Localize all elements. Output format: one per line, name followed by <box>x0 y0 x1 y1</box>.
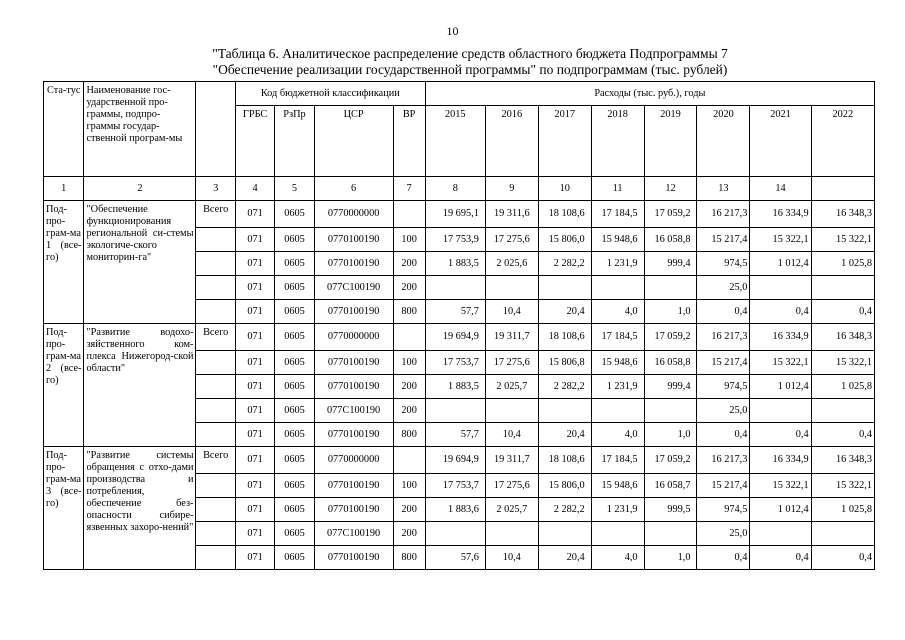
grbs-cell: 071 <box>235 252 274 276</box>
total-label-blank <box>196 474 235 498</box>
value-cell: 15 806,0 <box>538 474 591 498</box>
status-cell: Под-про-грам-ма 2 (все-го) <box>44 324 84 447</box>
value-cell: 999,4 <box>644 252 697 276</box>
csr-cell: 0770100190 <box>314 423 393 447</box>
value-cell <box>750 276 811 300</box>
header-row-1 <box>44 82 875 106</box>
column-number: 13 <box>697 177 750 201</box>
rzpr-cell: 0605 <box>275 423 314 447</box>
value-cell: 974,5 <box>697 375 750 399</box>
csr-cell: 077C100190 <box>314 276 393 300</box>
value-cell: 25,0 <box>697 522 750 546</box>
header-rzpr: РзПр <box>275 106 314 177</box>
value-cell: 15 322,1 <box>811 228 874 252</box>
column-number: 8 <box>425 177 485 201</box>
rzpr-cell: 0605 <box>275 276 314 300</box>
value-cell: 15 806,8 <box>538 351 591 375</box>
value-cell: 19 311,7 <box>485 324 538 351</box>
csr-cell: 0770100190 <box>314 375 393 399</box>
grbs-cell: 071 <box>235 423 274 447</box>
total-label-blank <box>196 498 235 522</box>
value-cell: 16 217,3 <box>697 324 750 351</box>
grbs-cell: 071 <box>235 324 274 351</box>
value-cell: 19 311,7 <box>485 447 538 474</box>
value-cell: 15 217,4 <box>697 351 750 375</box>
rzpr-cell: 0605 <box>275 351 314 375</box>
value-cell <box>644 276 697 300</box>
value-cell <box>644 522 697 546</box>
column-number: 6 <box>314 177 393 201</box>
value-cell: 17 184,5 <box>591 201 644 228</box>
rzpr-cell: 0605 <box>275 375 314 399</box>
grbs-cell: 071 <box>235 201 274 228</box>
grbs-cell: 071 <box>235 351 274 375</box>
vr-cell: 200 <box>393 276 425 300</box>
value-cell: 1,0 <box>644 546 697 570</box>
value-cell: 17 184,5 <box>591 447 644 474</box>
value-cell: 16 058,7 <box>644 474 697 498</box>
vr-cell: 800 <box>393 546 425 570</box>
value-cell: 57,7 <box>425 423 485 447</box>
value-cell <box>538 522 591 546</box>
header-year: 2018 <box>591 106 644 177</box>
csr-cell: 0770100190 <box>314 474 393 498</box>
value-cell <box>811 399 874 423</box>
value-cell: 18 108,6 <box>538 201 591 228</box>
total-label-blank <box>196 276 235 300</box>
value-cell: 1 025,8 <box>811 498 874 522</box>
value-cell: 19 694,9 <box>425 447 485 474</box>
value-cell: 16 334,9 <box>750 201 811 228</box>
vr-cell: 800 <box>393 300 425 324</box>
value-cell: 0,4 <box>697 546 750 570</box>
budget-distribution-table <box>43 81 875 570</box>
grbs-cell: 071 <box>235 228 274 252</box>
value-cell: 2 025,7 <box>485 375 538 399</box>
value-cell: 0,4 <box>697 300 750 324</box>
value-cell: 18 108,6 <box>538 447 591 474</box>
value-cell: 25,0 <box>697 399 750 423</box>
value-cell: 0,4 <box>697 423 750 447</box>
value-cell: 2 282,2 <box>538 498 591 522</box>
rzpr-cell: 0605 <box>275 201 314 228</box>
vr-cell: 100 <box>393 351 425 375</box>
value-cell: 1 231,9 <box>591 498 644 522</box>
value-cell: 1 231,9 <box>591 252 644 276</box>
rzpr-cell: 0605 <box>275 252 314 276</box>
total-label-cell: Всего <box>196 447 235 474</box>
value-cell: 4,0 <box>591 423 644 447</box>
header-year: 2021 <box>750 106 811 177</box>
value-cell: 15 948,6 <box>591 351 644 375</box>
value-cell: 1,0 <box>644 423 697 447</box>
value-cell: 2 025,6 <box>485 252 538 276</box>
value-cell: 0,4 <box>750 300 811 324</box>
value-cell: 15 322,1 <box>750 474 811 498</box>
table-row <box>44 201 875 228</box>
program-name-cell: "Обеспечение функционирования региональной си-стемы экологиче-ского мониторин-га" <box>84 201 196 324</box>
total-label-blank <box>196 228 235 252</box>
value-cell: 16 348,3 <box>811 447 874 474</box>
value-cell: 2 282,2 <box>538 252 591 276</box>
value-cell: 15 217,4 <box>697 228 750 252</box>
table-title <box>0 46 905 78</box>
vr-cell: 800 <box>393 423 425 447</box>
csr-cell: 0770000000 <box>314 201 393 228</box>
column-number: 7 <box>393 177 425 201</box>
value-cell <box>425 276 485 300</box>
value-cell: 999,4 <box>644 375 697 399</box>
value-cell <box>425 399 485 423</box>
header-year: 2022 <box>811 106 874 177</box>
value-cell: 19 311,6 <box>485 201 538 228</box>
value-cell <box>591 522 644 546</box>
column-number: 12 <box>644 177 697 201</box>
total-label-blank <box>196 423 235 447</box>
value-cell: 0,4 <box>811 546 874 570</box>
value-cell: 1 012,4 <box>750 252 811 276</box>
value-cell: 1 025,8 <box>811 375 874 399</box>
table-row <box>44 324 875 351</box>
rzpr-cell: 0605 <box>275 399 314 423</box>
value-cell: 17 059,2 <box>644 324 697 351</box>
rzpr-cell: 0605 <box>275 228 314 252</box>
vr-cell <box>393 324 425 351</box>
value-cell: 16 217,3 <box>697 201 750 228</box>
value-cell: 17 184,5 <box>591 324 644 351</box>
value-cell: 15 322,1 <box>811 351 874 375</box>
value-cell <box>591 399 644 423</box>
value-cell: 17 753,7 <box>425 351 485 375</box>
value-cell: 16 348,3 <box>811 201 874 228</box>
value-cell: 999,5 <box>644 498 697 522</box>
value-cell: 57,7 <box>425 300 485 324</box>
header-name: Наименование гос-ударственной про-граммы, подпро-граммы государ-ственной програм-мы <box>84 82 196 177</box>
rzpr-cell: 0605 <box>275 300 314 324</box>
value-cell: 57,6 <box>425 546 485 570</box>
value-cell: 17 275,6 <box>485 351 538 375</box>
vr-cell: 100 <box>393 474 425 498</box>
header-year: 2019 <box>644 106 697 177</box>
value-cell: 16 217,3 <box>697 447 750 474</box>
value-cell <box>750 522 811 546</box>
value-cell: 16 348,3 <box>811 324 874 351</box>
vr-cell: 200 <box>393 252 425 276</box>
value-cell: 1 883,5 <box>425 252 485 276</box>
grbs-cell: 071 <box>235 300 274 324</box>
header-year: 2017 <box>538 106 591 177</box>
value-cell: 1 012,4 <box>750 375 811 399</box>
value-cell: 17 753,7 <box>425 474 485 498</box>
vr-cell <box>393 447 425 474</box>
value-cell <box>485 276 538 300</box>
value-cell: 1 883,6 <box>425 498 485 522</box>
value-cell: 17 753,9 <box>425 228 485 252</box>
value-cell: 20,4 <box>538 423 591 447</box>
status-cell: Под-про-грам-ма 1 (все-го) <box>44 201 84 324</box>
value-cell: 15 948,6 <box>591 228 644 252</box>
value-cell: 0,4 <box>811 300 874 324</box>
grbs-cell: 071 <box>235 474 274 498</box>
header-year: 2020 <box>697 106 750 177</box>
value-cell <box>538 276 591 300</box>
total-label-blank <box>196 522 235 546</box>
value-cell: 974,5 <box>697 498 750 522</box>
csr-cell: 0770100190 <box>314 351 393 375</box>
value-cell <box>538 399 591 423</box>
total-label-blank <box>196 300 235 324</box>
column-number: 2 <box>84 177 196 201</box>
header-grbs: ГРБС <box>235 106 274 177</box>
csr-cell: 0770100190 <box>314 228 393 252</box>
header-expenses: Расходы (тыс. руб.), годы <box>425 82 874 106</box>
column-number: 14 <box>750 177 811 201</box>
csr-cell: 0770100190 <box>314 498 393 522</box>
vr-cell: 100 <box>393 228 425 252</box>
header-year: 2016 <box>485 106 538 177</box>
value-cell: 20,4 <box>538 300 591 324</box>
value-cell: 20,4 <box>538 546 591 570</box>
grbs-cell: 071 <box>235 276 274 300</box>
rzpr-cell: 0605 <box>275 447 314 474</box>
value-cell: 18 108,6 <box>538 324 591 351</box>
csr-cell: 0770100190 <box>314 300 393 324</box>
column-number: 4 <box>235 177 274 201</box>
value-cell: 15 322,1 <box>750 228 811 252</box>
value-cell: 15 948,6 <box>591 474 644 498</box>
total-label-blank <box>196 375 235 399</box>
status-cell: Под-про-грам-ма 3 (все-го) <box>44 447 84 570</box>
rzpr-cell: 0605 <box>275 522 314 546</box>
total-label-cell: Всего <box>196 324 235 351</box>
grbs-cell: 071 <box>235 546 274 570</box>
value-cell: 0,4 <box>750 423 811 447</box>
column-number: 10 <box>538 177 591 201</box>
value-cell <box>811 276 874 300</box>
value-cell: 25,0 <box>697 276 750 300</box>
value-cell: 10,4 <box>485 423 538 447</box>
csr-cell: 077C100190 <box>314 522 393 546</box>
vr-cell: 200 <box>393 399 425 423</box>
table-title-line-1: "Таблица 6. Аналитическое распределение средств областного бюджета Подпрограммы 7 <box>212 46 728 61</box>
column-number: 1 <box>44 177 84 201</box>
value-cell: 1,0 <box>644 300 697 324</box>
value-cell: 15 322,1 <box>811 474 874 498</box>
rzpr-cell: 0605 <box>275 324 314 351</box>
value-cell <box>644 399 697 423</box>
value-cell <box>425 522 485 546</box>
rzpr-cell: 0605 <box>275 546 314 570</box>
value-cell: 10,4 <box>485 300 538 324</box>
rzpr-cell: 0605 <box>275 474 314 498</box>
total-label-blank <box>196 252 235 276</box>
value-cell: 19 695,1 <box>425 201 485 228</box>
header-year: 2015 <box>425 106 485 177</box>
grbs-cell: 071 <box>235 522 274 546</box>
total-label-blank <box>196 399 235 423</box>
program-name-cell: "Развитие водохо-зяйственного ком-плекса Нижегород-ской области" <box>84 324 196 447</box>
header-vr: ВР <box>393 106 425 177</box>
total-label-blank <box>196 351 235 375</box>
grbs-cell: 071 <box>235 447 274 474</box>
value-cell: 16 334,9 <box>750 447 811 474</box>
vr-cell: 200 <box>393 375 425 399</box>
csr-cell: 0770100190 <box>314 252 393 276</box>
column-number: 3 <box>196 177 235 201</box>
value-cell: 4,0 <box>591 300 644 324</box>
value-cell: 19 694,9 <box>425 324 485 351</box>
header-budget-code: Код бюджетной классификации <box>235 82 425 106</box>
csr-cell: 0770000000 <box>314 447 393 474</box>
csr-cell: 0770000000 <box>314 324 393 351</box>
value-cell: 1 012,4 <box>750 498 811 522</box>
value-cell: 17 275,6 <box>485 474 538 498</box>
grbs-cell: 071 <box>235 498 274 522</box>
value-cell: 17 059,2 <box>644 447 697 474</box>
total-label-blank <box>196 546 235 570</box>
table-title-line-2: "Обеспечение реализации государственной программы" по подпрограммам (тыс. рублей) <box>212 62 728 77</box>
value-cell: 0,4 <box>750 546 811 570</box>
header-blank <box>196 82 235 177</box>
grbs-cell: 071 <box>235 399 274 423</box>
value-cell: 17 059,2 <box>644 201 697 228</box>
rzpr-cell: 0605 <box>275 498 314 522</box>
column-number: 11 <box>591 177 644 201</box>
value-cell: 1 231,9 <box>591 375 644 399</box>
csr-cell: 077C100190 <box>314 399 393 423</box>
table-row <box>44 447 875 474</box>
value-cell: 15 217,4 <box>697 474 750 498</box>
value-cell: 10,4 <box>485 546 538 570</box>
value-cell: 15 322,1 <box>750 351 811 375</box>
value-cell: 2 282,2 <box>538 375 591 399</box>
value-cell <box>485 522 538 546</box>
header-status: Ста-тус <box>44 82 84 177</box>
column-number: 5 <box>275 177 314 201</box>
vr-cell: 200 <box>393 522 425 546</box>
value-cell: 974,5 <box>697 252 750 276</box>
value-cell <box>591 276 644 300</box>
value-cell: 16 334,9 <box>750 324 811 351</box>
page-number: 10 <box>446 24 459 38</box>
column-number-row <box>44 177 875 201</box>
value-cell: 1 883,5 <box>425 375 485 399</box>
value-cell: 16 058,8 <box>644 228 697 252</box>
value-cell: 2 025,7 <box>485 498 538 522</box>
column-number-blank <box>811 177 874 201</box>
program-name-cell: "Развитие системы обращения с отхо-дами производства и потребления, обеспечение без-опасности сибире-язвенных захоро-нений" <box>84 447 196 570</box>
value-cell <box>750 399 811 423</box>
value-cell <box>485 399 538 423</box>
value-cell <box>811 522 874 546</box>
value-cell: 17 275,6 <box>485 228 538 252</box>
vr-cell: 200 <box>393 498 425 522</box>
total-label-cell: Всего <box>196 201 235 228</box>
column-number: 9 <box>485 177 538 201</box>
value-cell: 0,4 <box>811 423 874 447</box>
value-cell: 1 025,8 <box>811 252 874 276</box>
header-csr: ЦСР <box>314 106 393 177</box>
vr-cell <box>393 201 425 228</box>
value-cell: 16 058,8 <box>644 351 697 375</box>
value-cell: 4,0 <box>591 546 644 570</box>
value-cell: 15 806,0 <box>538 228 591 252</box>
grbs-cell: 071 <box>235 375 274 399</box>
csr-cell: 0770100190 <box>314 546 393 570</box>
